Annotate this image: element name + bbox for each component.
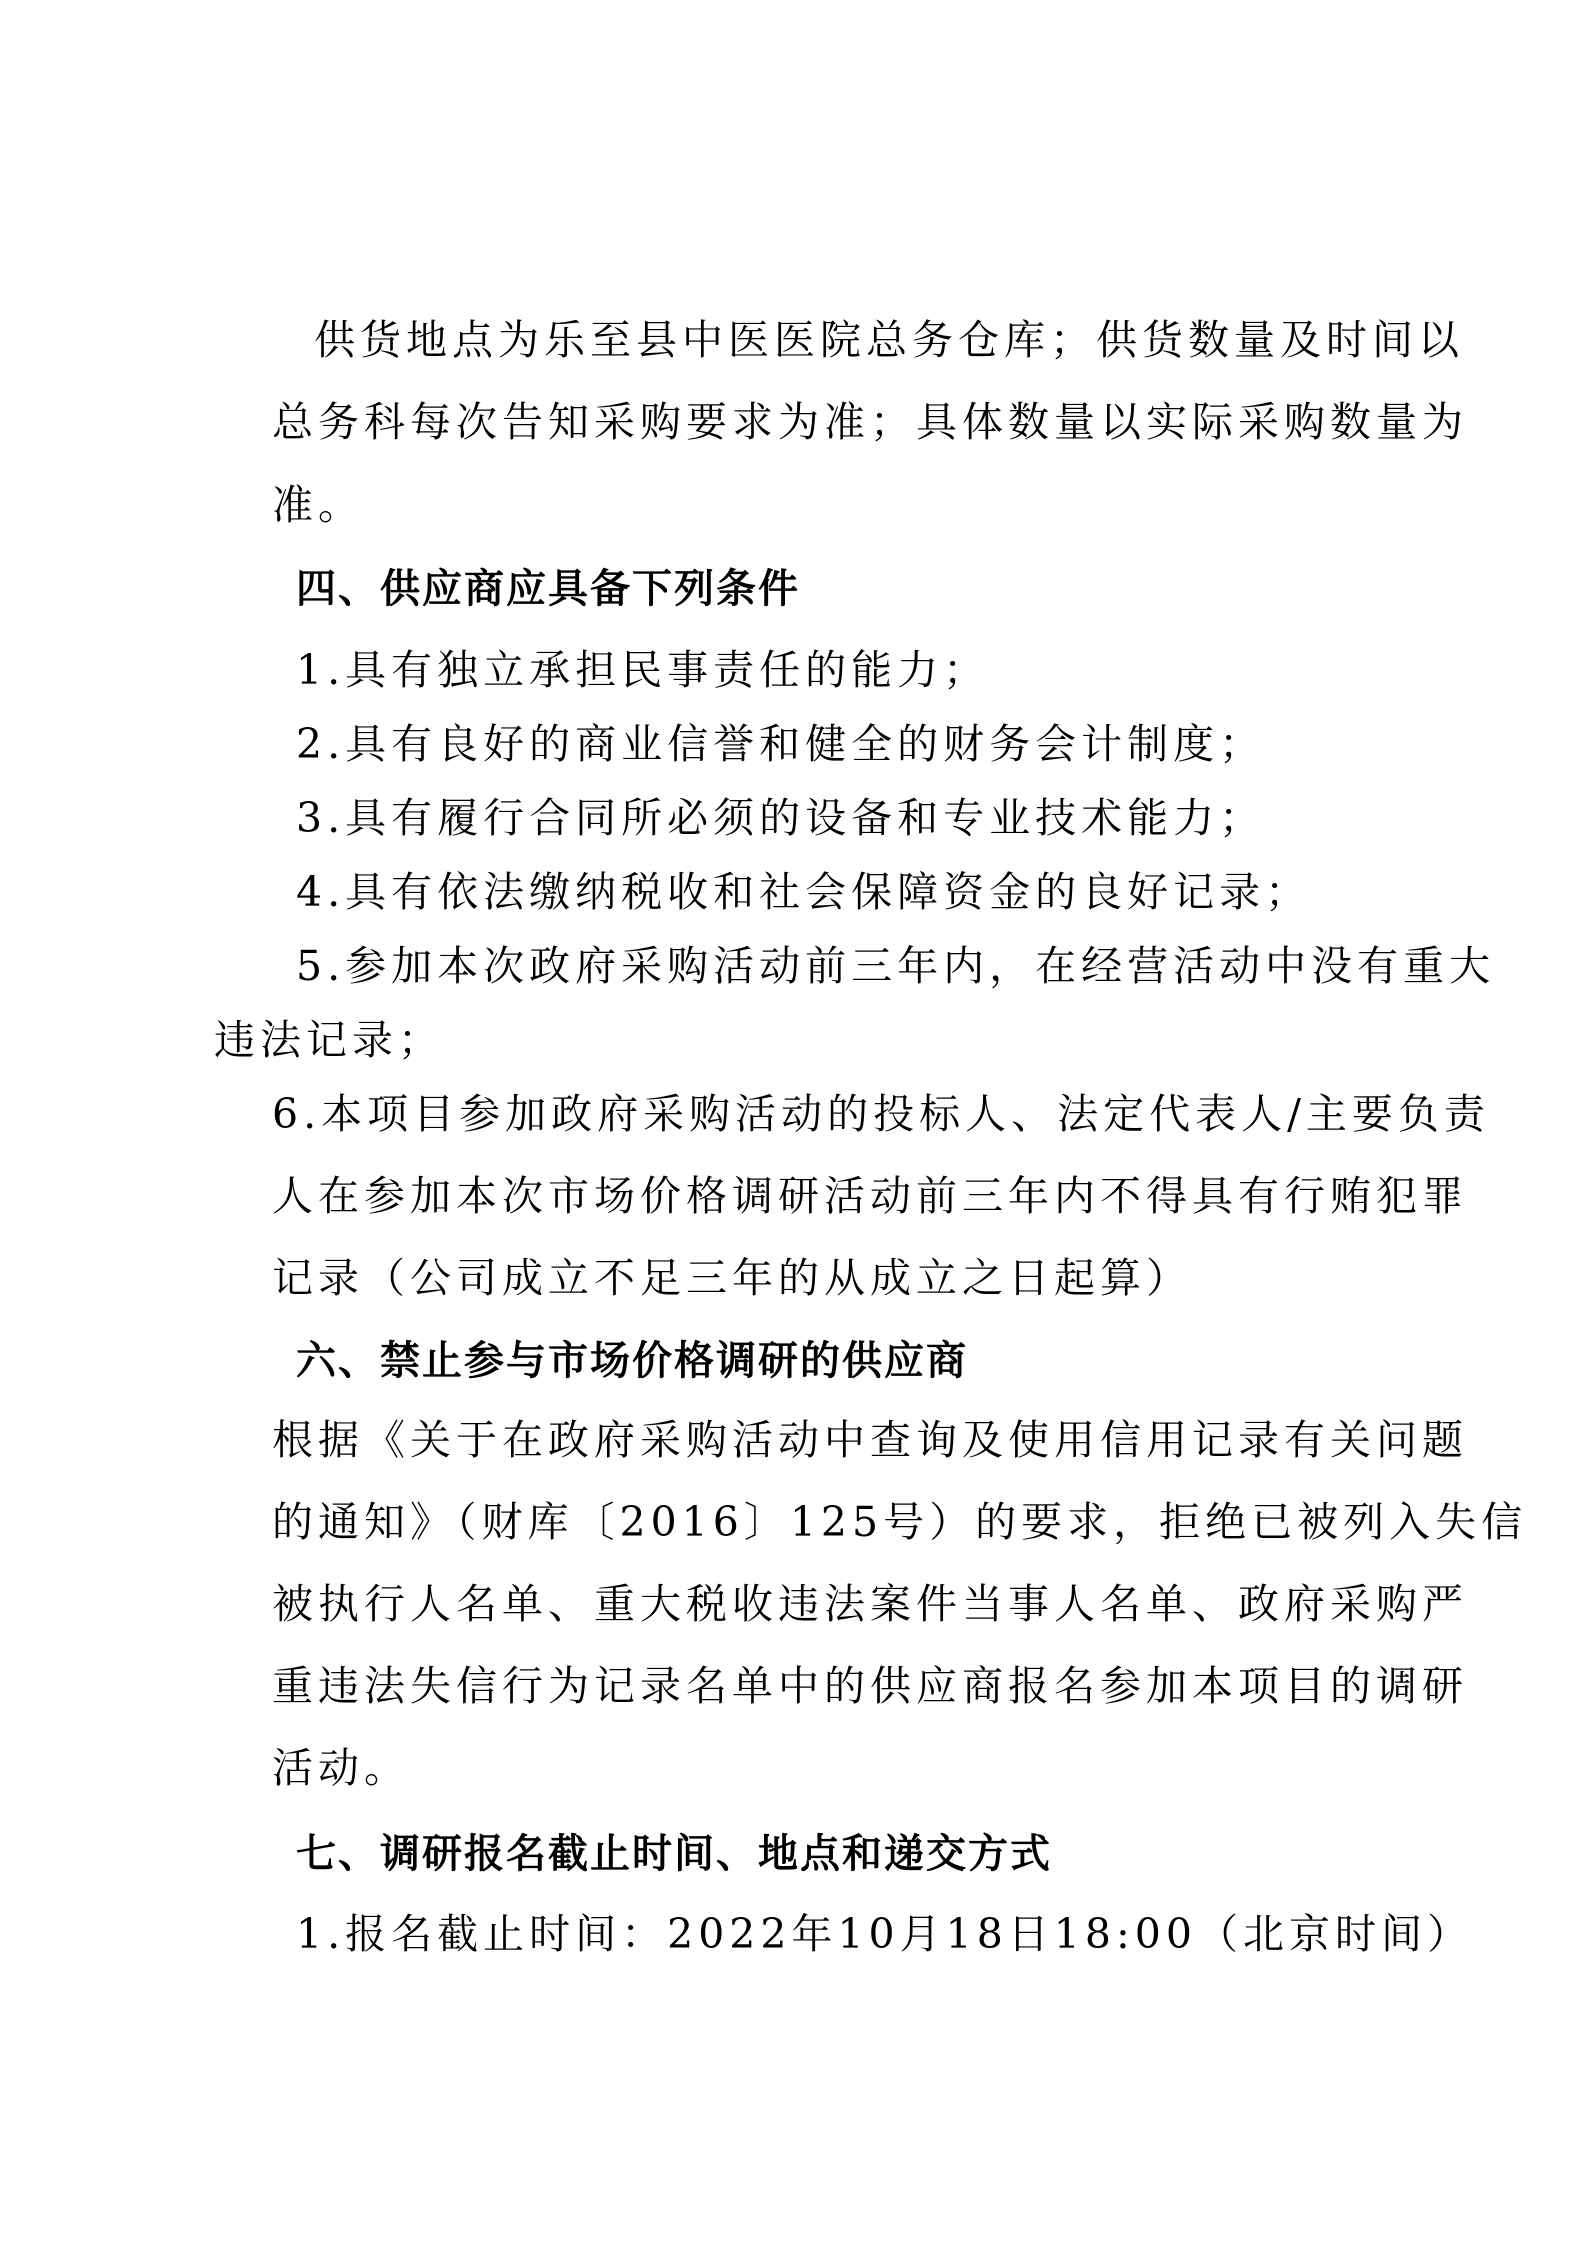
section-6-line-4: 重违法失信行为记录名单中的供应商报名参加本项目的调研 (272, 1662, 1468, 1710)
section-6-line-2: 的通知》（财库〔2016〕125号）的要求，拒绝已被列入失信 (272, 1498, 1528, 1546)
delivery-paragraph-line-2: 总务科每次告知采购要求为准；具体数量以实际采购数量为 (272, 398, 1468, 446)
section-7-item-1: 1.报名截止时间：2022年10月18日18:00（北京时间） (296, 1910, 1473, 1958)
section-6-line-3: 被执行人名单、重大税收违法案件当事人名单、政府采购严 (272, 1580, 1468, 1628)
section-4-item-3: 3.具有履行合同所必须的设备和专业技术能力； (296, 794, 1266, 842)
section-4-item-6-line-1: 6.本项目参加政府采购活动的投标人、法定代表人/主要负责 (272, 1090, 1490, 1138)
section-4-item-6-line-3: 记录（公司成立不足三年的从成立之日起算） (272, 1254, 1192, 1302)
section-4-item-1: 1.具有独立承担民事责任的能力； (296, 646, 990, 694)
section-6-line-1: 根据《关于在政府采购活动中查询及使用信用记录有关问题 (272, 1416, 1468, 1464)
section-4-item-5-line-1: 5.参加本次政府采购活动前三年内，在经营活动中没有重大 (296, 942, 1496, 990)
section-4-item-2: 2.具有良好的商业信誉和健全的财务会计制度； (296, 720, 1266, 768)
section-6-heading: 六、禁止参与市场价格调研的供应商 (296, 1338, 968, 1384)
section-6-line-5: 活动。 (272, 1744, 410, 1792)
section-4-heading: 四、供应商应具备下列条件 (296, 566, 800, 612)
section-4-item-5-line-2: 违法记录； (214, 1016, 444, 1064)
section-4-item-4: 4.具有依法缴纳税收和社会保障资金的良好记录； (296, 868, 1312, 916)
section-4-item-6-line-2: 人在参加本次市场价格调研活动前三年内不得具有行贿犯罪 (272, 1172, 1468, 1220)
section-7-heading: 七、调研报名截止时间、地点和递交方式 (296, 1831, 1052, 1877)
delivery-paragraph-line-3: 准。 (272, 481, 364, 529)
delivery-paragraph-line-1: 供货地点为乐至县中医医院总务仓库；供货数量及时间以 (314, 316, 1464, 364)
